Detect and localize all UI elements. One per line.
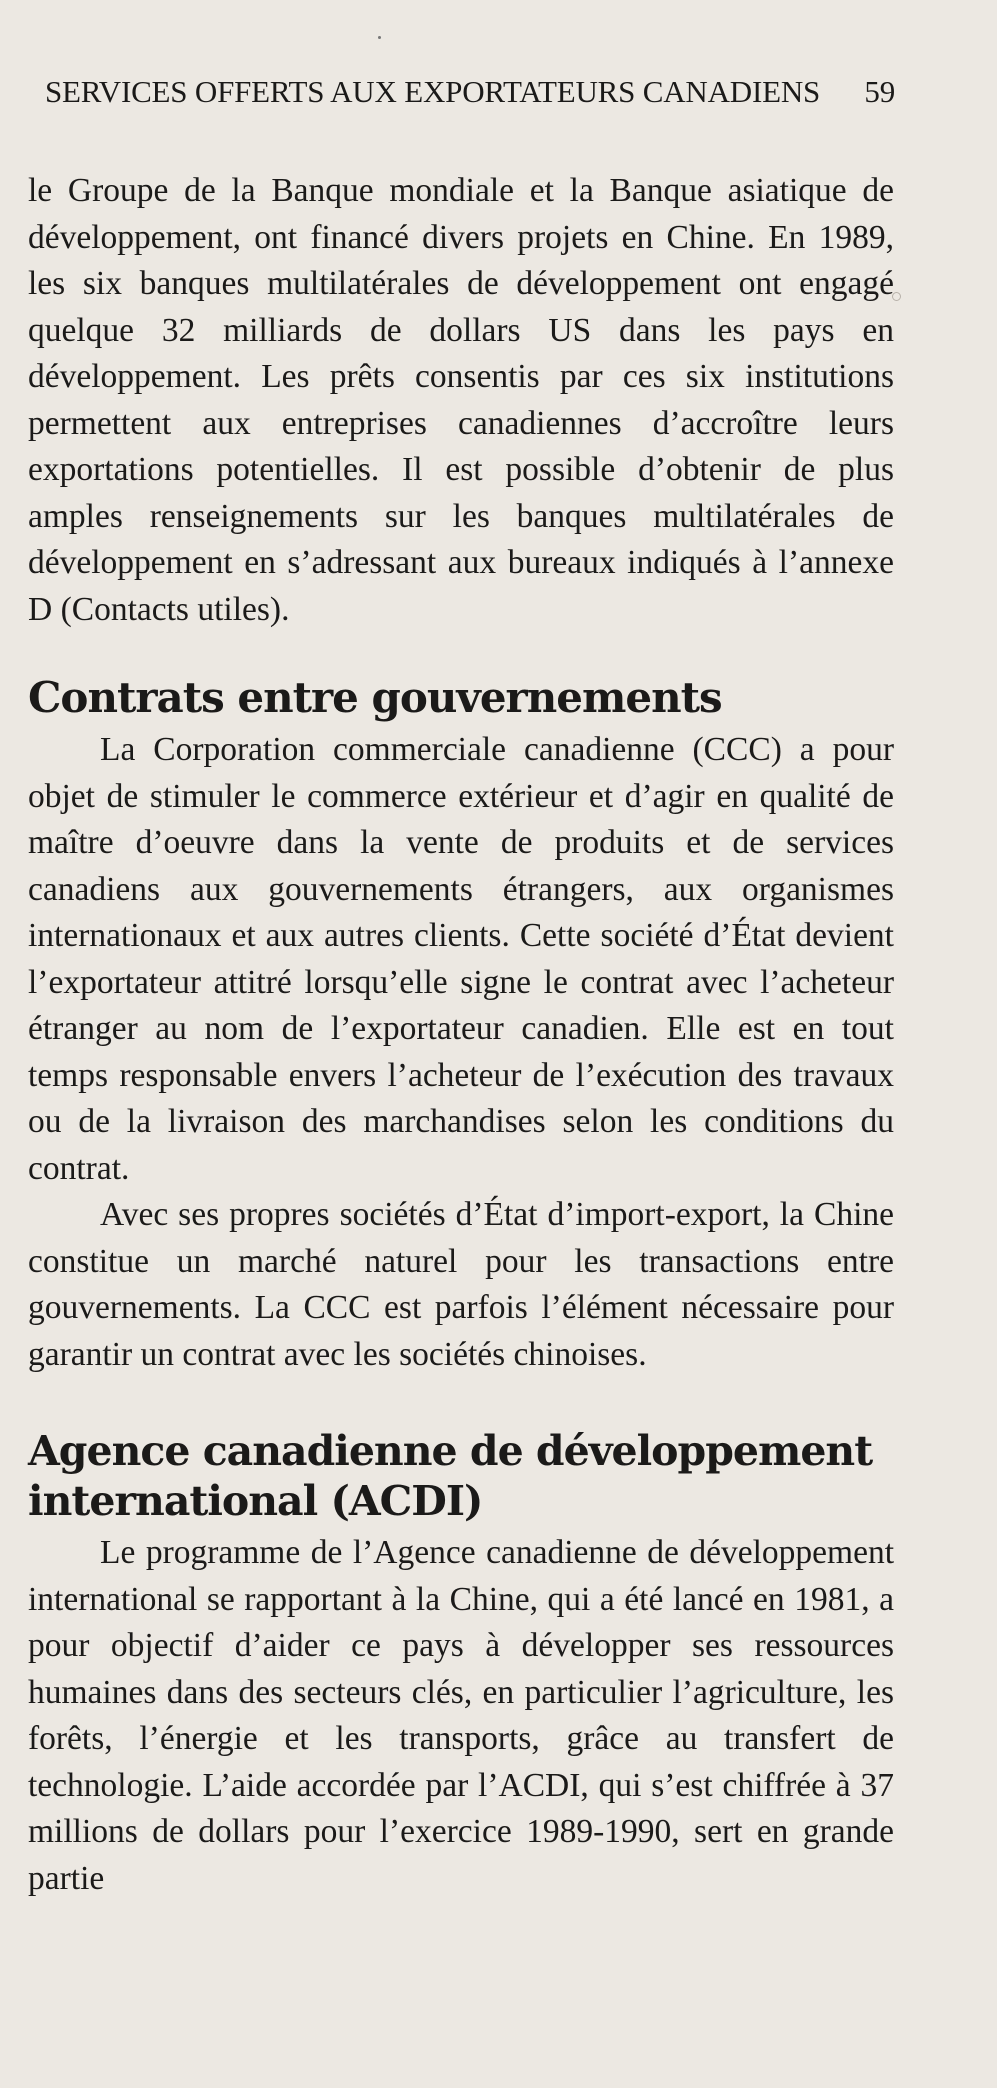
page-body [28,168,894,1902]
acdi-paragraph-1: Le programme de l’Agence canadienne de développement international se rapportant à la Chine, qui a été lancé en 1981, a pour objectif d’aider ce pays à développer ses ressources humaines dans des secteurs clés, en particulier l’agriculture, les forêts, l’énergie et les transports, grâce au transfert de technologie. L’aide accordée par l’ACDI, qui s’est chiffrée à 37 millions de dollars pour l’exercice 1989-1990, sert en grande partie [28,1534,894,1897]
intro-paragraph: le Groupe de la Banque mondiale et la Banque asiatique de développement, ont financé divers projets en Chine. En 1989, les six banques multilatérales de développement ont engagé quelque 32 milliards de dollars US dans les pays en développement. Les prêts consentis par ces six institutions permettent aux entreprises canadiennes d’accroître leurs exportations potentielles. Il est possible d’obtenir de plus amples renseignements sur les banques multilatérales de développement en s’adressant aux bureaux indiqués à l’annexe D (Contacts utiles). [28,172,894,628]
section-heading-contrats: Contrats entre gouvernements [28,673,722,722]
page-header [45,70,895,114]
ccc-paragraph-1: La Corporation commerciale canadienne (CCC) a pour objet de stimuler le commerce extérieur et d’agir en qualité de maître d’oeuvre dans la vente de produits et de services canadiens aux gouvernements étrangers, aux organismes internationaux et aux autres clients. Cette société d’État devient l’exportateur attitré lorsqu’elle signe le contrat avec l’acheteur étranger au nom de l’exportateur canadien. Elle est en tout temps responsable envers l’acheteur de l’exécution des travaux ou de la livraison des marchandises selon les conditions du contrat. [28,731,894,1187]
running-title: SERVICES OFFERTS AUX EXPORTATEURS CANADIENS [45,74,821,109]
ccc-paragraph-2: Avec ses propres sociétés d’État d’import-export, la Chine constitue un marché naturel pour les transactions entre gouvernements. La CCC est parfois l’élément nécessaire pour garantir un contrat avec les sociétés chinoises. [28,1196,894,1373]
page-number: 59 [864,74,895,109]
paper-speck [378,36,381,39]
section-heading-acdi: Agence canadienne de développement international (ACDI) [28,1427,873,1525]
